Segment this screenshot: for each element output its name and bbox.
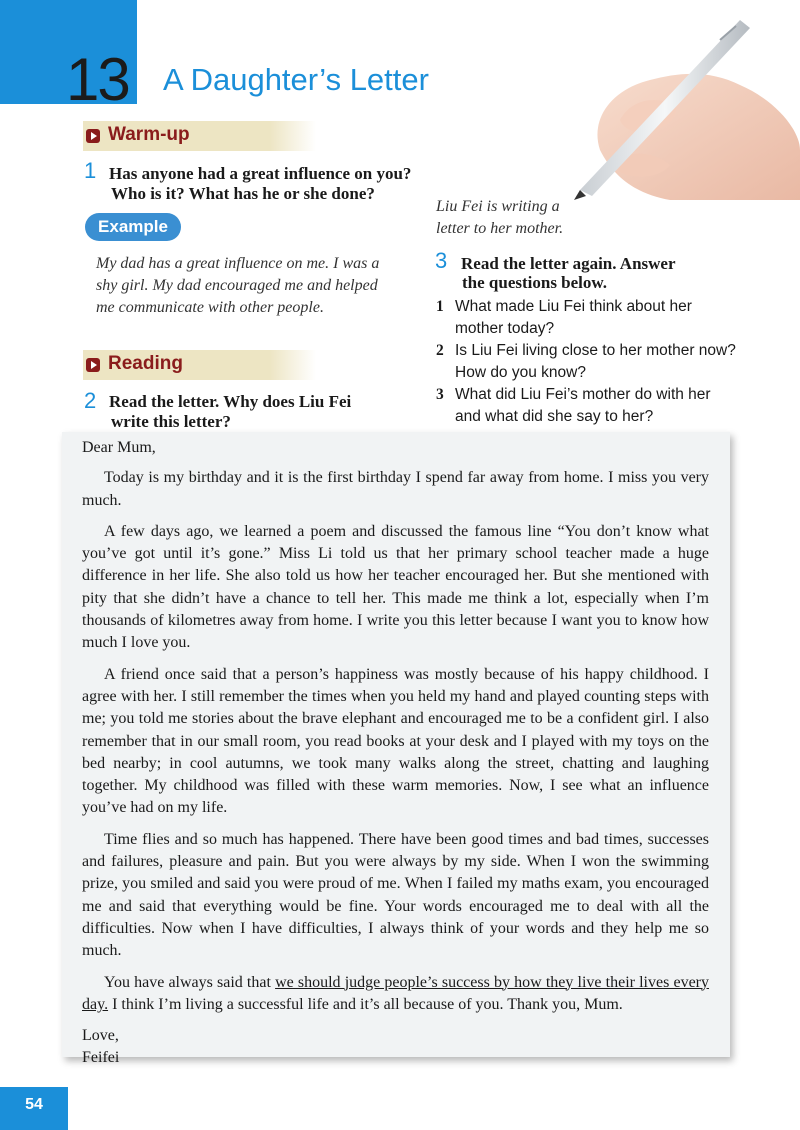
- letter-greeting: Dear Mum,: [82, 439, 156, 456]
- p5-underlined: we should judge people’s success by how they live their lives every day.: [82, 973, 710, 1013]
- reading-heading-bar: [83, 350, 316, 380]
- letter-paragraph-4: Time flies and so much has happened. There have been good times and bad times, successes and failures, pleasure and pain. But you were always by my side. When I won the swimming prize, you smiled and said you were proud of me. When I failed my maths exam, you encouraged me and said that everything would be fine. Your words encouraged me to deal with all the difficulties. Now when I have difficulties, I always think of your words and they help me so much.: [82, 830, 709, 960]
- question-1-line2: Who is it? What has he or she done?: [111, 184, 375, 203]
- unit-title: A Daughter’s Letter: [163, 62, 429, 97]
- list-item-text: Is Liu Fei living close to her mother now? How do you know?: [455, 342, 736, 381]
- warmup-heading-bar: [83, 121, 316, 151]
- question-2-number: 2: [84, 388, 97, 413]
- letter-paragraph-2: A few days ago, we learned a poem and discussed the famous line “You don’t know what you’ve got until it’s gone.” Miss Li told us that her primary school teacher made a huge difference in her life. She also told us how her teacher encouraged her. But she mentioned with pity that she didn’t have a chance to tell her. This made me think a lot, especially when I’m thousands of kilometres away from home. I write you this letter because I want you to know how much I love you.: [82, 522, 709, 652]
- question-1-number: 1: [84, 158, 97, 183]
- page-number: 54: [0, 1087, 68, 1130]
- question-3-number: 3: [435, 248, 448, 273]
- question-3-line1: Read the letter again. Answer: [461, 254, 676, 273]
- caption-line1: Liu Fei is writing a: [436, 198, 560, 215]
- question-3-line2: the questions below.: [462, 273, 607, 292]
- example-badge: Example: [85, 213, 181, 241]
- list-item-number: 1: [436, 298, 444, 315]
- question-2-line1: Read the letter. Why does Liu Fei: [109, 392, 352, 411]
- letter-paragraph-1: Today is my birthday and it is the first birthday I spend far away from home. I miss you very much.: [82, 469, 709, 509]
- unit-number: 13: [66, 46, 129, 113]
- letter-body: [82, 437, 709, 1079]
- list-item-number: 2: [436, 342, 444, 359]
- p5-before: You have always said that: [104, 973, 276, 991]
- image-caption: [436, 196, 596, 240]
- reading-heading: Reading: [108, 353, 183, 374]
- closing: Love,: [82, 1027, 119, 1045]
- list-item: [436, 340, 736, 384]
- question-1-line1: Has anyone had a great influence on you?: [109, 164, 412, 183]
- warmup-heading: Warm-up: [108, 124, 190, 145]
- list-item-text: What did Liu Fei’s mother do with her and what did she say to her?: [455, 386, 711, 425]
- hand-writing-illustration: [560, 0, 800, 200]
- question-2-line2: write this letter?: [111, 412, 231, 431]
- signature: Feifei: [82, 1049, 120, 1067]
- p5-after: I think I’m living a successful life and it’s all because of you. Thank you, Mum.: [108, 995, 623, 1013]
- list-item-text: What made Liu Fei think about her mother today?: [455, 298, 692, 337]
- play-icon: [86, 129, 100, 143]
- letter-paragraph-5: [82, 972, 709, 1017]
- play-icon: [86, 358, 100, 372]
- list-item: [436, 296, 736, 340]
- letter-paragraph-3: A friend once said that a person’s happiness was mostly because of his happy childhood. I agree with her. I still remember the times when you held my hand and played counting steps with me; you told me stories about the brave elephant and encouraged me to be a confident girl. I also remember that in our small room, you read books at your desk and I played with my toys on the bed nearby; in cool autumns, we took many walks along the street, chatting and laughing together. My childhood was filled with these warm memories. Now, I see what an influence you’ve had on my life.: [82, 665, 709, 817]
- list-item: [436, 384, 736, 428]
- letter-closing: [82, 1025, 709, 1070]
- caption-line2: letter to her mother.: [436, 220, 564, 237]
- list-item-number: 3: [436, 386, 444, 403]
- example-text: My dad has a great influence on me. I was a shy girl. My dad encouraged me and helped me communicate with other people.: [96, 255, 380, 316]
- question-3-list: [436, 296, 736, 428]
